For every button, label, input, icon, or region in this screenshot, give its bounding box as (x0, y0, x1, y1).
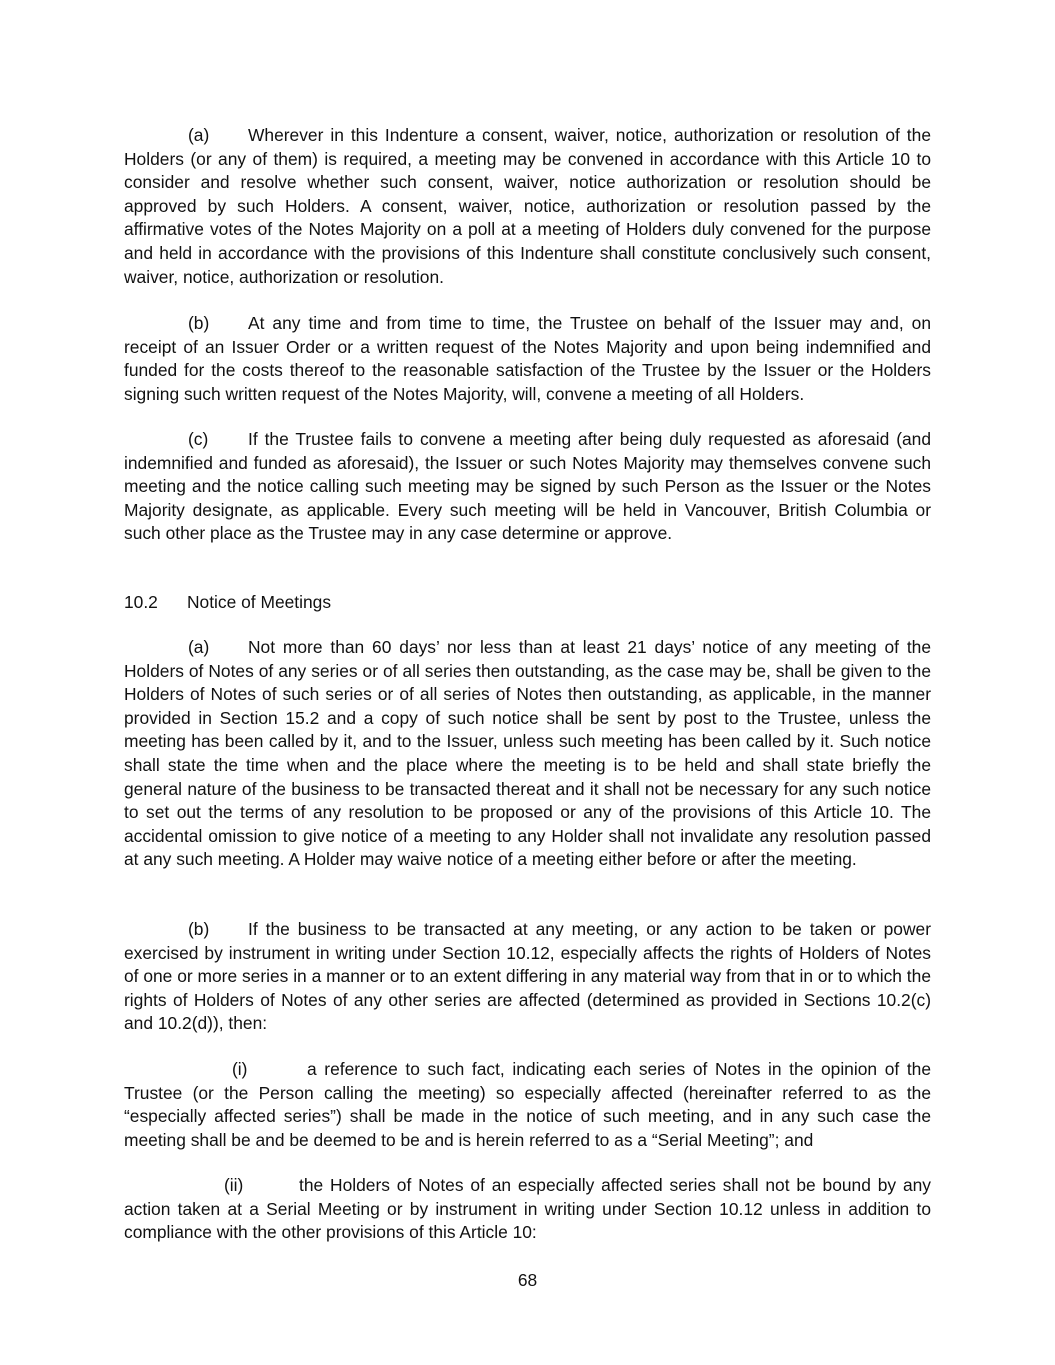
paragraph-text: the Holders of Notes of an especially affected series shall not be bound by any action taken at a Serial Meeting or by instrument in writing under Section 10.12 unless in addition to compliance with the other provisions of this Article 10: (124, 1175, 931, 1243)
paragraph-label: (ii) (224, 1175, 244, 1195)
paragraph-10-2-a (124, 636, 931, 872)
paragraph-label: (a) (188, 125, 210, 145)
paragraph-text: At any time and from time to time, the Trustee on behalf of the Issuer may and, on receipt of an Issuer Order or a written request of the Notes Majority and upon being indemnified and funded for the costs thereof to the reasonable satisfaction of the Trustee by the Issuer or the Holders signing such written request of the Notes Majority, will, convene a meeting of all Holders. (124, 313, 931, 404)
section-number: 10.2 (124, 592, 158, 612)
paragraph-text: If the Trustee fails to convene a meeting after being duly requested as aforesaid (and indemnified and funded as aforesaid), the Issuer or such Notes Majority may themselves convene such meeting and the notice calling such meeting may be signed by such Person as the Issuer or the Notes Majority designate, as applicable. Every such meeting will be held in Vancouver, British Columbia or such other place as the Trustee may in any case determine or approve. (124, 429, 931, 544)
paragraph-10-2-b-i (124, 1058, 931, 1152)
paragraph-text: a reference to such fact, indicating each series of Notes in the opinion of the Trustee (or the Person calling the meeting) so especially affected (hereinafter referred to as the “especially affected series”) shall be made in the notice of such meeting, and in any such case the meeting shall be and be deemed to be and is herein referred to as a “Serial Meeting”; and (124, 1059, 931, 1150)
paragraph-10-1-b (124, 312, 931, 406)
paragraph-10-1-a (124, 124, 931, 289)
section-title: Notice of Meetings (187, 592, 332, 612)
paragraph-label: (i) (232, 1059, 248, 1079)
paragraph-text: Not more than 60 days’ nor less than at least 21 days’ notice of any meeting of the Holders of Notes of any series or of all series then outstanding, as the case may be, shall be given to the Holders of Notes of such series or of all series of Notes then outstanding, as applicable, in the manner provided in Section 15.2 and a copy of such notice shall be sent by post to the Trustee, unless the meeting has been called by it, and to the Issuer, unless such meeting has been called by it. Such notice shall state the time when and the place where the meeting is to be held and shall state briefly the general nature of the business to be transacted thereat and it shall not be necessary for any such notice to set out the terms of any resolution to be proposed or any of the provisions of this Article 10. The accidental omission to give notice of a meeting to any Holder shall not invalidate any resolution passed at any such meeting. A Holder may waive notice of a meeting either before or after the meeting. (124, 637, 931, 870)
paragraph-text: Wherever in this Indenture a consent, waiver, notice, authorization or resolution of the Holders (or any of them) is required, a meeting may be convened in accordance with this Article 10 to consider and resolve whether such consent, waiver, notice authorization or resolution should be approved by such Holders. A consent, waiver, notice, authorization or resolution passed by the affirmative votes of the Notes Majority on a poll at a meeting of Holders duly convened for the purpose and held in accordance with the provisions of this Indenture shall constitute conclusively such consent, waiver, notice, authorization or resolution. (124, 125, 931, 287)
page-number: 68 (517, 1270, 538, 1290)
paragraph-label: (b) (188, 313, 210, 333)
paragraph-label: (a) (188, 637, 210, 657)
paragraph-10-2-b-ii (124, 1174, 931, 1245)
paragraph-text: If the business to be transacted at any meeting, or any action to be taken or power exercised by instrument in writing under Section 10.12, especially affects the rights of Holders of Notes of one or more series in a manner or to an extent differing in any material way from that in or to which the rights of Holders of Notes of any other series are affected (determined as provided in Sections 10.2(c) and 10.2(d)), then: (124, 919, 931, 1034)
paragraph-10-1-c (124, 428, 931, 546)
section-heading-10-2 (124, 591, 331, 615)
paragraph-label: (b) (188, 919, 210, 939)
paragraph-10-2-b (124, 918, 931, 1036)
paragraph-label: (c) (188, 429, 209, 449)
